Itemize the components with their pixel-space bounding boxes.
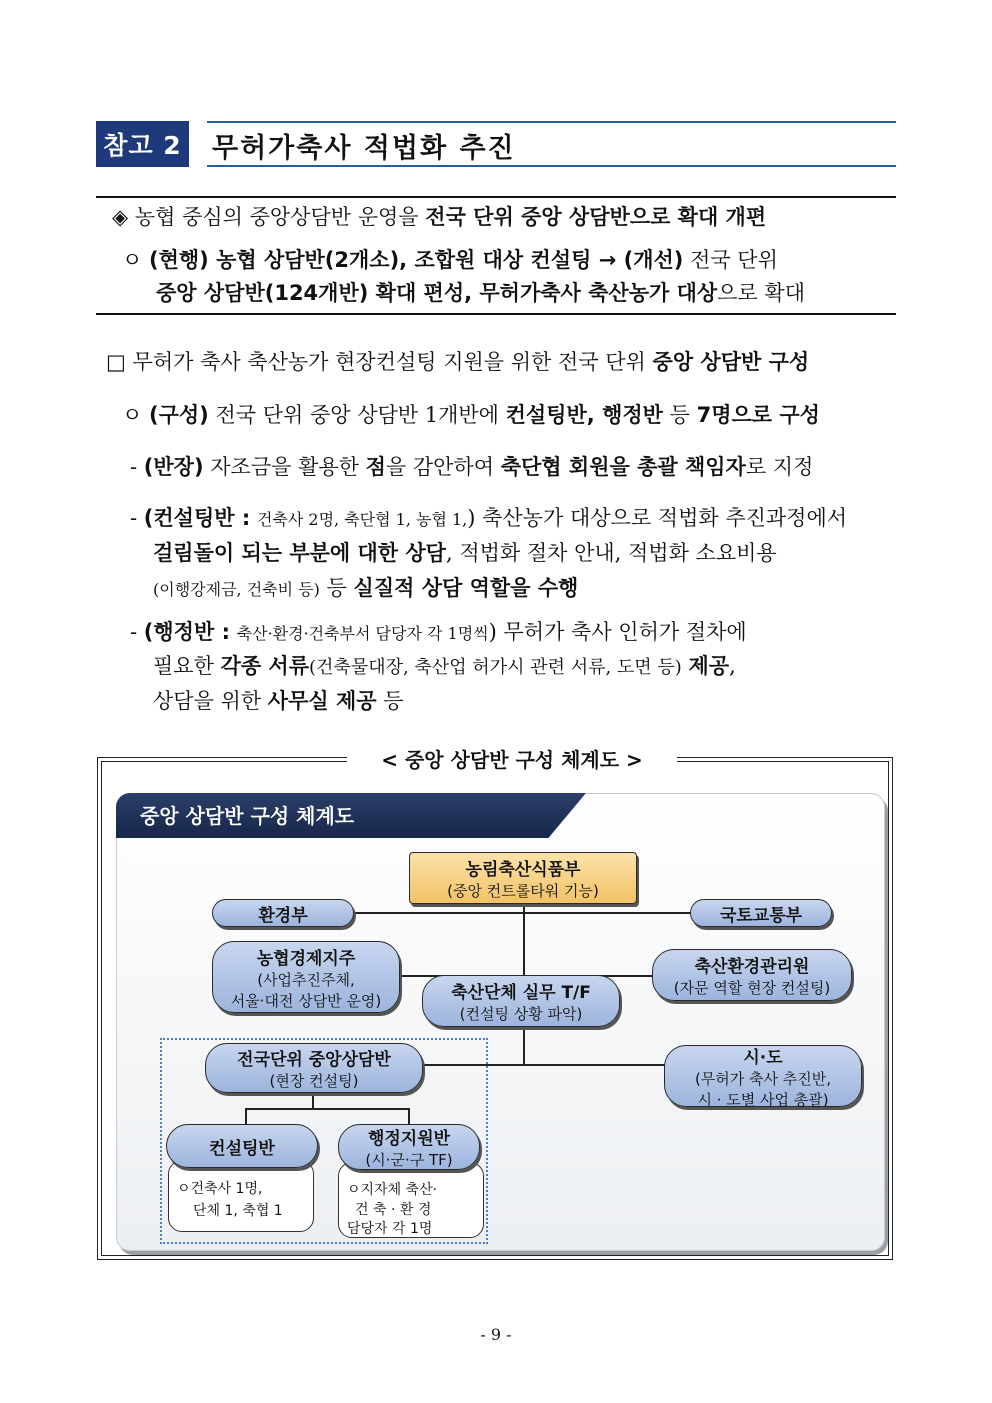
leader-label: (반장) <box>143 455 204 479</box>
node-livestock-tf <box>422 975 620 1027</box>
consult-members: 건축사 2명, 축단협 1, 농협 1, <box>256 510 468 529</box>
summary-item-line2 <box>156 281 805 306</box>
node-sub: 서울·대전 상담반 운영) <box>230 991 382 1010</box>
checkbox-icon: □ <box>106 350 126 374</box>
section-heading-plain: 무허가 축사 축산농가 현장컨설팅 지원을 위한 전국 단위 <box>132 350 646 374</box>
circle-bullet-icon: ㅇ <box>122 248 143 272</box>
page-number: - 9 - <box>480 1325 512 1344</box>
consult-small3: (이행강제금, 건축비 등) <box>153 580 320 599</box>
admin-rest1: ) 무허가 축사 인허가 절차에 <box>488 620 747 644</box>
node-ministry-agriculture <box>409 852 637 904</box>
admin-bold3: 사무실 제공 <box>267 689 377 713</box>
diagram-panel-title: 중앙 상담반 구성 체계도 <box>140 804 355 828</box>
admin-plain2b: (건축물대장, 축산업 허가시 관련 서류, 도면 등) <box>309 657 682 678</box>
node-sub: (중앙 컨트롤타워 기능) <box>447 882 599 900</box>
consult-line2 <box>153 541 777 566</box>
point-label: (구성) <box>148 403 209 427</box>
summary-item2-plain: 으로 확대 <box>717 281 805 305</box>
node-ministry-environment <box>212 899 354 927</box>
summary-lead-plain: 농협 중심의 중앙상담반 운영을 <box>134 205 419 229</box>
admin-plain2a: 필요한 <box>153 654 214 678</box>
node-sub: (무허가 축사 추진반, <box>694 1069 832 1088</box>
card-line: 건 축 · 환 경 <box>355 1201 432 1218</box>
circle-bullet-icon: ㅇ <box>122 403 143 427</box>
admin-bold2b: 제공 <box>688 654 730 678</box>
node-sub: 시 · 도별 사업 총괄) <box>697 1090 829 1109</box>
consult-line3 <box>153 576 578 601</box>
summary-item-bold: (현행) 농협 상담반(2개소), 조합원 대상 컨설팅 → (개선) <box>148 248 684 272</box>
point-bold1: 컨설팅반, 행정반 <box>505 403 663 427</box>
consult-line1 <box>130 506 847 531</box>
node-title: 전국단위 중앙상담반 <box>237 1050 391 1070</box>
node-sub: (자문 역할 현장 컨설팅) <box>673 979 831 997</box>
dash-bullet: - <box>130 620 138 644</box>
node-nh-economic <box>212 941 400 1013</box>
summary-item-line1 <box>122 248 778 273</box>
leader-bold2: 축단협 회원을 총괄 책임자 <box>500 455 746 479</box>
admin-tail3: 등 <box>383 689 404 713</box>
page-title: 무허가축사 적법화 추진 <box>212 133 516 164</box>
title-rule-top <box>207 121 896 123</box>
node-title: 시·도 <box>743 1047 783 1068</box>
consult-card <box>168 1160 314 1232</box>
summary-rule-top <box>96 196 896 198</box>
admin-label: (행정반 : <box>143 620 230 644</box>
dash-bullet: - <box>130 506 138 530</box>
consult-rest1: ) 축산농가 대상으로 적법화 추진과정에서 <box>467 506 848 530</box>
admin-line2 <box>153 654 736 679</box>
diamond-bullet-icon: ◈ <box>112 205 129 229</box>
node-province <box>664 1045 862 1107</box>
leader-plain1: 자조금을 활용한 <box>210 455 359 479</box>
admin-members: 축산·환경·건축부서 담당자 각 1명씩 <box>236 624 489 643</box>
card-line: ㅇ지자체 축산· <box>347 1182 438 1198</box>
admin-line3 <box>153 689 404 714</box>
node-sub: (사업추진주체, <box>257 970 355 989</box>
node-admin-team <box>338 1124 480 1170</box>
card-line: 담당자 각 1명 <box>347 1221 433 1238</box>
node-title: 축산환경관리원 <box>694 957 810 977</box>
node-title: 축산단체 실무 T/F <box>451 983 591 1003</box>
node-title: 농협경제지주 <box>256 948 356 969</box>
admin-line1 <box>130 620 747 645</box>
node-title: 행정지원반 <box>367 1129 451 1149</box>
consult-bold3: 실질적 상담 역할을 수행 <box>353 576 579 600</box>
node-title: 농림축산식품부 <box>465 860 581 880</box>
node-title: 컨설팅반 <box>209 1138 275 1159</box>
point-plain2: 등 <box>669 403 690 427</box>
composition-point <box>122 403 820 428</box>
admin-bold2a: 각종 서류 <box>220 654 310 678</box>
summary-item2-bold: 중앙 상담반(124개반) 확대 편성, 무허가축사 축산농가 대상 <box>156 281 718 305</box>
node-consult-team <box>166 1124 318 1168</box>
point-plain: 전국 단위 중앙 상담반 1개반에 <box>215 403 499 427</box>
summary-lead <box>112 205 766 230</box>
section-heading <box>106 350 809 375</box>
leader-bold1: 점 <box>365 455 386 479</box>
consult-plain3: 등 <box>326 576 347 600</box>
title-rule-bottom <box>207 165 896 167</box>
summary-rule-bottom <box>96 313 896 315</box>
leader-plain3: 로 지정 <box>745 455 814 479</box>
node-national-team <box>205 1043 423 1093</box>
node-ministry-land <box>690 899 832 927</box>
consult-label: (컨설팅반 : <box>143 506 251 530</box>
leader-plain2: 을 감안하여 <box>385 455 495 479</box>
connector-env-land <box>352 912 695 914</box>
point-bold2: 7명으로 구성 <box>696 403 820 427</box>
admin-comma: , <box>729 654 736 678</box>
card-line: 단체 1, 축협 1 <box>193 1202 283 1219</box>
admin-card <box>338 1162 484 1238</box>
leader-line <box>130 455 813 480</box>
diagram-caption: < 중앙 상담반 구성 체계도 > <box>347 744 677 773</box>
node-sub: (시·군·구 TF) <box>365 1151 453 1169</box>
reference-badge: 참고 2 <box>96 121 189 167</box>
node-title: 국토교통부 <box>719 905 803 926</box>
node-livestock-env-agency <box>652 949 852 1001</box>
summary-item-plain: 전국 단위 <box>690 248 778 272</box>
section-heading-bold: 중앙 상담반 구성 <box>652 350 810 374</box>
node-sub: (컨설팅 상황 파악) <box>459 1005 583 1023</box>
consult-plain2: , 적법화 절차 안내, 적법화 소요비용 <box>445 541 777 565</box>
card-line: ㅇ건축사 1명, <box>177 1181 263 1197</box>
consult-bold2: 걸림돌이 되는 부분에 대한 상담 <box>153 541 446 565</box>
node-sub: (현장 컨설팅) <box>269 1072 359 1090</box>
node-title: 환경부 <box>258 905 308 926</box>
admin-plain3: 상담을 위한 <box>153 689 262 713</box>
summary-lead-bold: 전국 단위 중앙 상담반으로 확대 개편 <box>425 205 767 229</box>
dash-bullet: - <box>130 455 138 479</box>
